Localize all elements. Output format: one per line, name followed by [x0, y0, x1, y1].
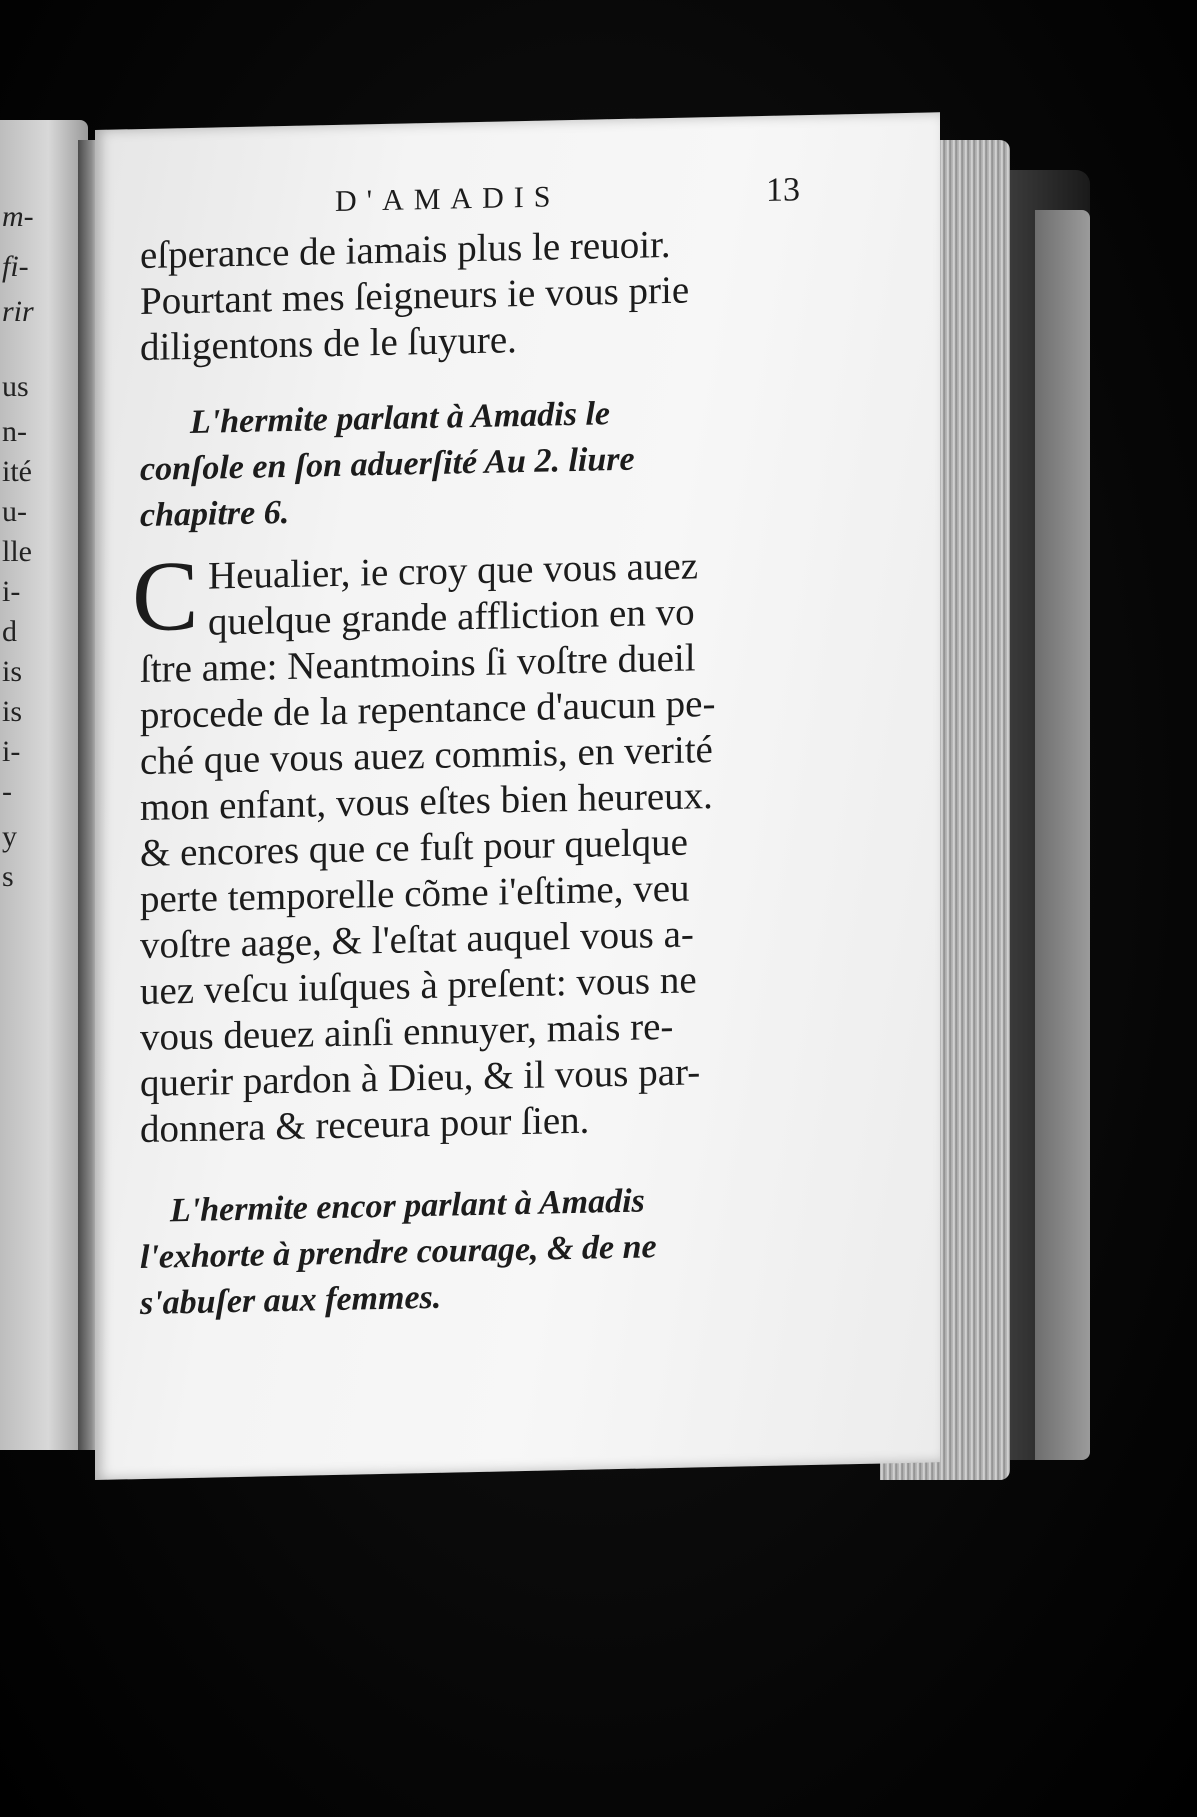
text-line: mon enfant, vous eſtes bien heureux. [140, 774, 713, 830]
text-line: Heualier, ie croy que vous auez [208, 544, 699, 598]
text-line: diligentons de le ſuyure. [140, 318, 517, 370]
left-page-fragment: i- [2, 575, 21, 608]
left-page-fragment: s [2, 860, 14, 893]
text-line: perte temporelle cõme i'eſtime, veu [140, 866, 690, 922]
text-line: ché que vous auez commis, en verité [140, 728, 713, 784]
left-page-fragment: - [2, 775, 12, 808]
previous-page-edge [0, 120, 88, 1450]
left-page-fragment: fi- [2, 250, 29, 283]
section-heading-line: s'abuſer aux femmes. [140, 1278, 442, 1323]
left-page-fragment: is [2, 695, 23, 728]
left-page-fragment: u- [2, 495, 27, 528]
left-page-fragment: lle [2, 535, 32, 568]
text-line: quelque grande affliction en vo [208, 590, 695, 644]
left-page-fragment: i- [2, 735, 21, 768]
left-page-fragment: n- [2, 415, 27, 448]
section-heading-line: L'hermite parlant à Amadis le [190, 395, 610, 442]
section-heading-line: L'hermite encor parlant à Amadis [170, 1182, 645, 1230]
running-title: D'AMADIS [335, 180, 561, 218]
section-heading-line: l'exhorte à prendre courage, & de ne [140, 1228, 657, 1277]
left-page-fragment: ité [2, 455, 32, 488]
left-page-fragment: us [2, 370, 29, 403]
book-page [95, 112, 940, 1480]
paragraph [132, 539, 780, 1153]
text-line: ſtre ame: Neantmoins ſi voſtre dueil [140, 636, 696, 692]
text-line: uez veſcu iuſques à preſent: vous ne [140, 958, 697, 1014]
page-text-block [132, 171, 800, 1327]
text-line: querir pardon à Dieu, & il vous par- [140, 1050, 701, 1106]
text-line: & encores que ce fuſt pour quelque [140, 820, 688, 876]
text-line: eſperance de iamais plus le reuoir. [140, 222, 671, 278]
text-line: procede de la repentance d'aucun pe- [140, 682, 716, 738]
left-page-fragment: y [2, 820, 17, 853]
text-line: vous deuez ainſi ennuyer, mais re- [140, 1004, 674, 1060]
section-heading-line: chapitre 6. [140, 493, 290, 535]
text-line: donnera & receura pour ſien. [140, 1098, 590, 1152]
section-heading-line: conſole en ſon aduerſité Au 2. liure [140, 440, 635, 489]
left-page-fragment: m- [2, 200, 34, 233]
text-line: Pourtant mes ſeigneurs ie vous prie [140, 268, 690, 324]
left-page-fragment: rir [2, 295, 34, 328]
text-line: voſtre aage, & l'eſtat auquel vous a- [140, 912, 694, 968]
left-page-fragment: is [2, 655, 23, 688]
drop-cap: C [132, 539, 199, 653]
page-number: 13 [766, 171, 800, 209]
book-cover-board [1035, 210, 1090, 1460]
left-page-fragment: d [2, 615, 17, 648]
